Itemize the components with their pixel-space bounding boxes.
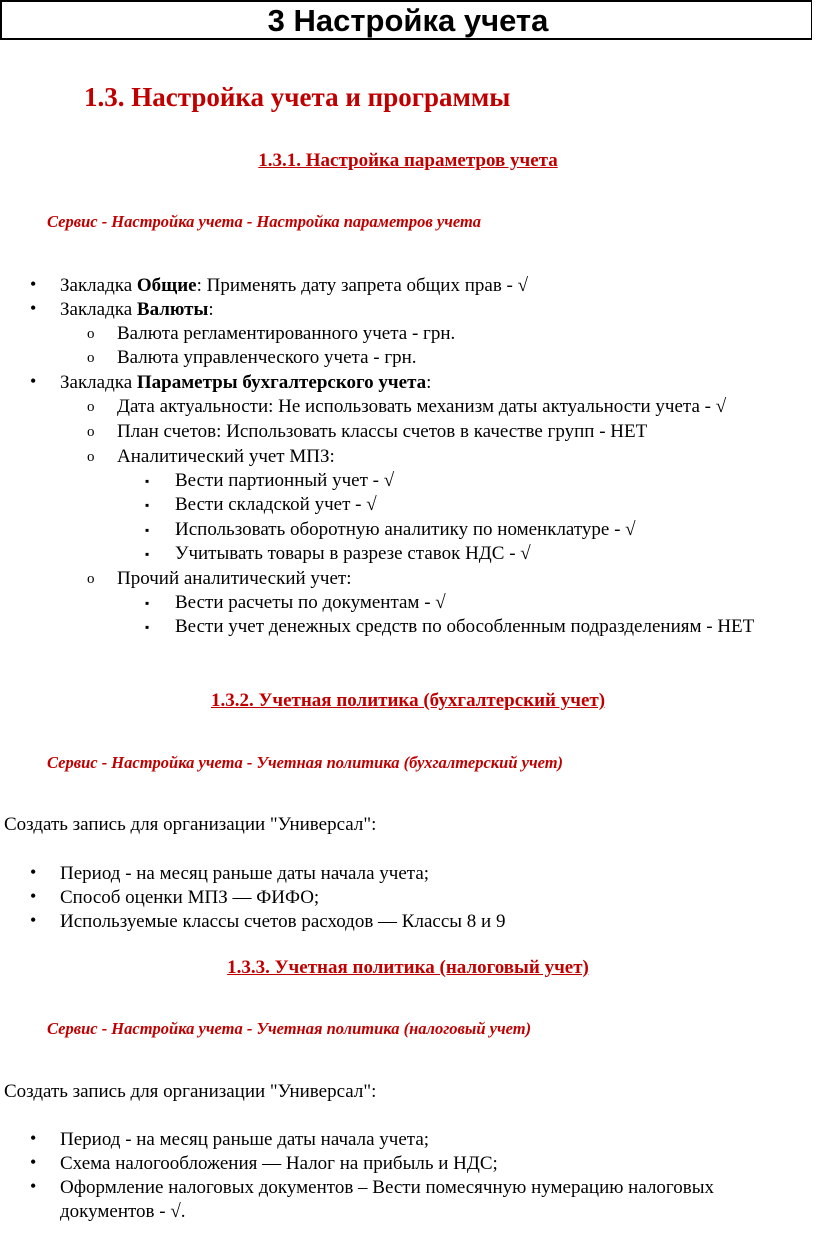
bullet-marker: ▪ [145, 498, 150, 512]
bullet-marker: o [87, 424, 95, 440]
list-item: Аналитический учет МПЗ: [117, 446, 335, 467]
list-item: План счетов: Использовать классы счетов в качестве групп - НЕТ [117, 421, 648, 442]
list-item: Закладка Параметры бухгалтерского учета: [60, 372, 432, 393]
bullet-marker: • [30, 298, 37, 318]
page-title: 3 Настройка учета [267, 3, 549, 38]
bullet-marker: o [87, 449, 95, 465]
bullet-marker: ▪ [145, 523, 150, 537]
bullet-marker: o [87, 571, 95, 587]
list-item: Вести складской учет - √ [175, 494, 377, 515]
bullet-marker: • [30, 910, 37, 930]
list-item: Валюта регламентированного учета - грн. [117, 323, 456, 344]
list-item: Используемые классы счетов расходов — Классы 8 и 9 [60, 911, 506, 932]
list-item: Способ оценки МПЗ — ФИФО; [60, 887, 320, 908]
list-item: Прочий аналитический учет: [117, 568, 352, 589]
list-item: Период - на месяц раньше даты начала учета; [60, 863, 430, 884]
list-item: Использовать оборотную аналитику по номенклатуре - √ [175, 519, 636, 540]
subsection-heading-1: 1.3.1. Настройка параметров учета [258, 150, 558, 171]
list-item: Закладка Валюты: [60, 299, 214, 320]
bullet-marker: o [87, 326, 95, 342]
bullet-marker: • [30, 1128, 37, 1148]
list-item: Дата актуальности: Не использовать механизм даты актуальности учета - √ [117, 396, 727, 417]
list-item: Учитывать товары в разрезе ставок НДС - √ [175, 543, 531, 564]
list-item: Валюта управленческого учета - грн. [117, 347, 417, 368]
bullet-marker: ▪ [145, 474, 150, 488]
list-item: Вести расчеты по документам - √ [175, 592, 446, 613]
list-item: Схема налогообложения — Налог на прибыль и НДС; [60, 1153, 498, 1174]
subsection-heading-3: 1.3.3. Учетная политика (налоговый учет) [227, 957, 589, 978]
paragraph: Создать запись для организации "Универсал": [4, 814, 377, 835]
bullet-marker: o [87, 350, 95, 366]
list-item: Вести учет денежных средств по обособленным подразделениям - НЕТ [175, 616, 755, 637]
bullet-marker: • [30, 274, 37, 294]
bullet-marker: • [30, 862, 37, 882]
bullet-marker: • [30, 1176, 37, 1196]
bullet-marker: ▪ [145, 547, 150, 561]
paragraph: Создать запись для организации "Универсал": [4, 1081, 377, 1102]
menu-path-1: Сервис - Настройка учета - Настройка параметров учета [47, 212, 482, 231]
menu-path-2: Сервис - Настройка учета - Учетная политика (бухгалтерский учет) [47, 753, 564, 772]
bullet-marker: • [30, 1152, 37, 1172]
bullet-marker: o [87, 399, 95, 415]
list-item: Оформление налоговых документов – Вести помесячную нумерацию налоговых документов - √. [60, 1177, 714, 1222]
subsection-heading-2: 1.3.2. Учетная политика (бухгалтерский учет) [210, 690, 606, 711]
list-item: Закладка Общие: Применять дату запрета общих прав - √ [60, 275, 529, 296]
bullet-marker: • [30, 371, 37, 391]
menu-path-3: Сервис - Настройка учета - Учетная политика (налоговый учет) [47, 1019, 532, 1038]
bullet-marker: ▪ [145, 596, 150, 610]
bullet-marker: ▪ [145, 620, 150, 634]
list-item: Период - на месяц раньше даты начала учета; [60, 1129, 430, 1150]
section-heading: 1.3. Настройка учета и программы [84, 82, 511, 112]
bullet-marker: • [30, 886, 37, 906]
list-item: Вести партионный учет - √ [175, 470, 395, 491]
